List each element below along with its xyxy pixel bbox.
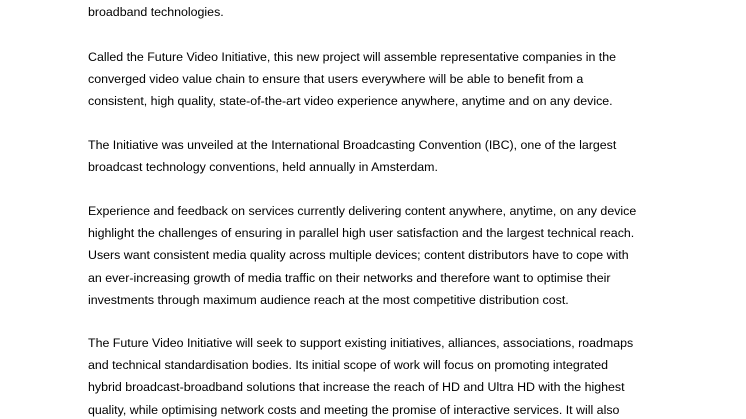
text-line: broadcast technology conventions, held annually in Amsterdam. — [88, 160, 438, 175]
paragraph-ibc-unveiling — [88, 134, 708, 178]
paragraph-future-video-initiative — [88, 46, 708, 113]
text-line: converged video value chain to ensure that users everywhere will be able to benefit from a — [88, 72, 584, 87]
text-line: quality, while optimising network costs and meeting the promise of interactive services. It will also — [88, 402, 620, 417]
text-line: highlight the challenges of ensuring in parallel high user satisfaction and the largest technical reach. — [88, 226, 635, 241]
text-line: The Initiative was unveiled at the International Broadcasting Convention (IBC), one of the largest — [88, 138, 617, 152]
text-line: and technical standardisation bodies. Its initial scope of work will focus on promoting integrated — [88, 358, 609, 373]
paragraph-experience-feedback — [88, 200, 708, 311]
text-line: consistent, high quality, state-of-the-art video experience anywhere, anytime and on any device. — [88, 94, 613, 109]
text-line: broadband technologies. — [88, 5, 224, 19]
paragraph-initiative-scope — [88, 332, 708, 419]
text-line: hybrid broadcast-broadband solutions that increase the reach of HD and Ultra HD with the highest — [88, 380, 625, 395]
text-line: Experience and feedback on services currently delivering content anywhere, anytime, on any device — [88, 204, 637, 218]
text-line: investments through maximum audience reach at the most competitive distribution cost. — [88, 292, 569, 307]
text-line: an ever-increasing growth of media traffic on their networks and therefore want to optimise their — [88, 270, 611, 285]
text-line: The Future Video Initiative will seek to support existing initiatives, alliances, associations, roadmaps — [88, 336, 634, 350]
text-line: Users want consistent media quality across multiple devices; content distributors have to cope with — [88, 248, 629, 263]
text-line: Called the Future Video Initiative, this new project will assemble representative companies in the — [88, 50, 617, 64]
paragraph-intro-fragment — [88, 1, 708, 23]
